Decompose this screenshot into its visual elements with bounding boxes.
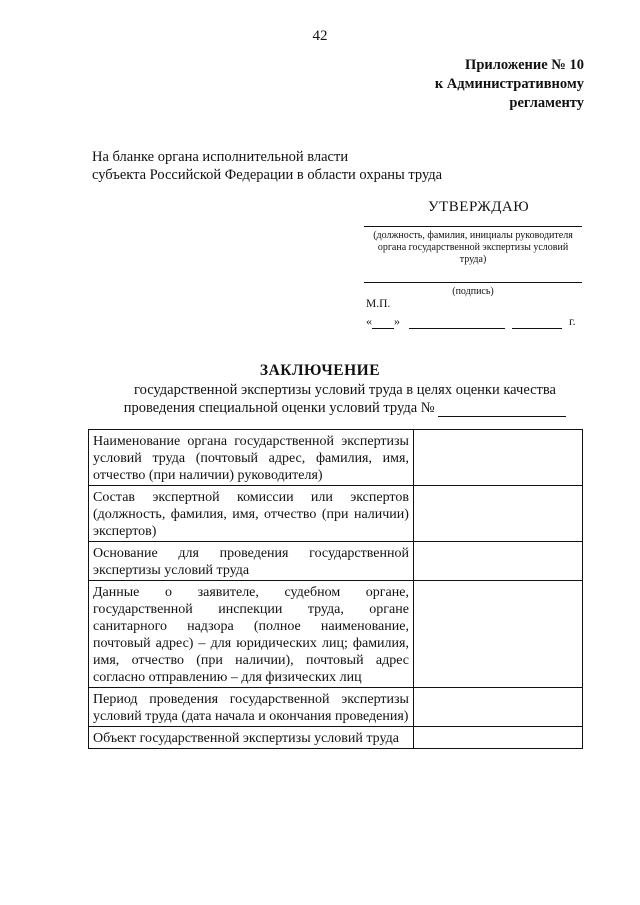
date-quote-close: » [394, 314, 400, 328]
row-label: Основание для проведения государственной экспертизы условий труда [89, 542, 414, 581]
table-row [89, 430, 583, 486]
row-value-field[interactable] [413, 581, 582, 688]
table-row [89, 727, 583, 749]
conclusion-title: ЗАКЛЮЧЕНИЕ [259, 362, 381, 379]
approval-heading: УТВЕРЖДАЮ [428, 199, 530, 215]
position-line [364, 226, 582, 227]
date-month-blank [409, 316, 505, 329]
conclusion-subtitle-line-2: проведения специальной оценки условий труда № [110, 399, 580, 417]
appendix-line-3: регламенту [509, 95, 584, 111]
row-value-field[interactable] [413, 688, 582, 727]
appendix-header [435, 56, 584, 113]
row-value-field[interactable] [413, 727, 582, 749]
row-label: Объект государственной экспертизы условий труда [89, 727, 414, 749]
date-year-blank [512, 316, 562, 329]
blank-note [92, 148, 442, 184]
conclusion-number-blank [438, 404, 566, 417]
table-row [89, 486, 583, 542]
position-caption: (должность, фамилия, инициалы руководителя органа государственной экспертизы условий труда) [373, 230, 573, 265]
row-value-field[interactable] [413, 486, 582, 542]
row-label: Данные о заявителе, судебном органе, государственной инспекции труда, органе санитарного надзора (полное наименование, почтовый адрес) – для юридических лиц; фамилия, имя, отчество (при наличии), почтовый адрес согласно отправлению – для физических лиц [89, 581, 414, 688]
date-quote-open: « [366, 314, 372, 328]
row-label: Наименование органа государственной экспертизы условий труда (почтовый адрес, фамилия, имя, отчество (при наличии) руководителя) [89, 430, 414, 486]
table-row [89, 542, 583, 581]
row-value-field[interactable] [413, 542, 582, 581]
row-label: Состав экспертной комиссии или экспертов (должность, фамилия, имя, отчество (при наличии) экспертов) [89, 486, 414, 542]
table-row [89, 688, 583, 727]
stamp-label: М.П. [366, 298, 391, 310]
row-value-field[interactable] [413, 430, 582, 486]
page-number: 42 [312, 28, 328, 44]
conclusion-table [88, 429, 583, 749]
signature-line [364, 282, 582, 283]
date-day-blank [372, 316, 394, 329]
row-label: Период проведения государственной экспертизы условий труда (дата начала и окончания проведения) [89, 688, 414, 727]
conclusion-subtitle [110, 381, 580, 417]
approval-date [366, 314, 576, 329]
signature-caption: (подпись) [452, 286, 494, 297]
appendix-line-1: Приложение № 10 [465, 57, 584, 73]
conclusion-subtitle-line-1: государственной экспертизы условий труда в целях оценки качества [134, 382, 556, 398]
approval-block [364, 226, 582, 298]
blank-note-line-2: субъекта Российской Федерации в области охраны труда [92, 167, 443, 183]
appendix-line-2: к Административному [434, 76, 584, 92]
blank-note-line-1: На бланке органа исполнительной власти [92, 149, 349, 165]
date-year-suffix: г. [569, 314, 576, 328]
table-row [89, 581, 583, 688]
